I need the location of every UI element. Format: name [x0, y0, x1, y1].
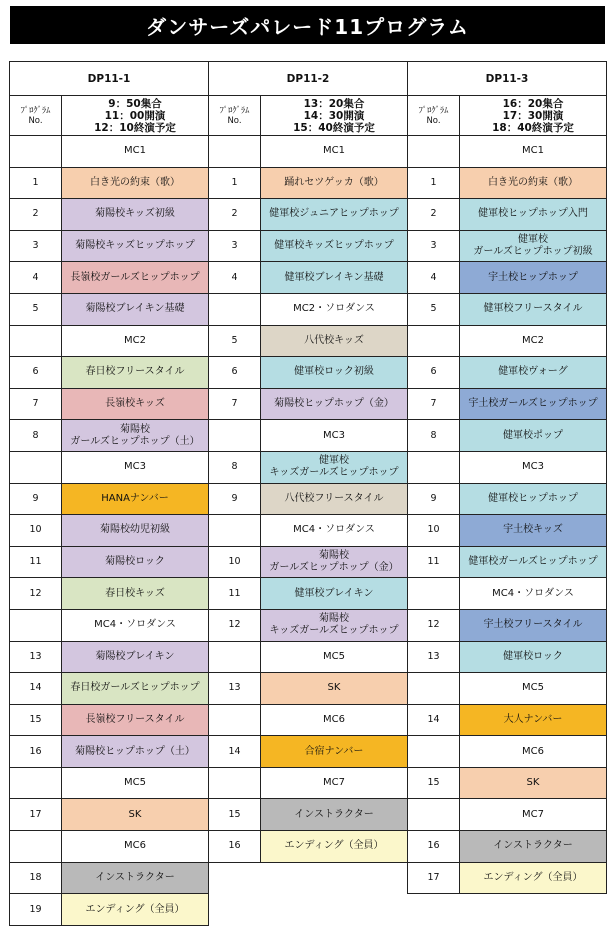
program-number: 1 — [10, 167, 62, 199]
program-column-dp11-3 — [407, 61, 607, 894]
program-no-label: ﾌﾟﾛｸﾞﾗﾑ No. — [408, 96, 460, 136]
session-times: 16：20集合 17：30開演 18：40終演予定 — [460, 96, 607, 136]
program-number: 12 — [10, 578, 62, 610]
program-number: 8 — [10, 420, 62, 452]
program-item: 長嶺校ガールズヒップホップ — [62, 262, 209, 294]
program-item: 健軍校 ガールズヒップホップ初級 — [460, 230, 607, 262]
program-item: MC1 — [62, 136, 209, 168]
program-item: MC2 — [460, 325, 607, 357]
program-number: 3 — [408, 230, 460, 262]
program-item: 宇土校フリースタイル — [460, 609, 607, 641]
program-row — [408, 230, 607, 262]
program-number: 4 — [10, 262, 62, 294]
program-row — [408, 388, 607, 420]
program-number: 12 — [209, 609, 261, 641]
program-row — [10, 767, 209, 799]
program-row — [408, 704, 607, 736]
program-number: 13 — [10, 641, 62, 673]
program-item: 菊陽校幼児初級 — [62, 515, 209, 547]
program-item: MC3 — [261, 420, 408, 452]
program-number: 3 — [10, 230, 62, 262]
program-row — [408, 357, 607, 389]
program-row — [10, 704, 209, 736]
program-number: 2 — [209, 199, 261, 231]
program-row — [408, 736, 607, 768]
program-item: 健軍校ガールズヒップホップ — [460, 546, 607, 578]
program-row — [209, 799, 408, 831]
program-item: インストラクター — [261, 799, 408, 831]
program-item: 健軍校ポップ — [460, 420, 607, 452]
program-row — [10, 673, 209, 705]
program-number: 7 — [209, 388, 261, 420]
program-item: 白き光の約束（歌） — [460, 167, 607, 199]
program-item: 菊陽校ブレイキン基礎 — [62, 293, 209, 325]
program-number: 11 — [10, 546, 62, 578]
program-number: 16 — [209, 831, 261, 863]
program-row — [209, 199, 408, 231]
program-item: SK — [460, 767, 607, 799]
program-item: MC3 — [62, 451, 209, 483]
program-number — [10, 609, 62, 641]
page-title: ダンサーズパレード11プログラム — [10, 6, 605, 44]
program-number — [408, 673, 460, 705]
program-item: 健軍校キッズヒップホップ — [261, 230, 408, 262]
program-item: 菊陽校キッズ初級 — [62, 199, 209, 231]
program-number: 15 — [10, 704, 62, 736]
program-row — [408, 641, 607, 673]
program-row — [209, 578, 408, 610]
program-number — [408, 325, 460, 357]
program-row — [209, 357, 408, 389]
program-row — [209, 704, 408, 736]
program-number — [408, 136, 460, 168]
program-item: 宇土校ガールズヒップホップ — [460, 388, 607, 420]
column-header: DP11-2 — [209, 62, 408, 96]
program-item: 宇土校ヒップホップ — [460, 262, 607, 294]
program-row — [10, 546, 209, 578]
program-number: 10 — [209, 546, 261, 578]
program-item: 合宿ナンバー — [261, 736, 408, 768]
program-item: 八代校フリースタイル — [261, 483, 408, 515]
program-item: 健軍校 キッズガールズヒップホップ — [261, 451, 408, 483]
program-row — [209, 483, 408, 515]
program-row — [209, 230, 408, 262]
program-row — [10, 799, 209, 831]
program-number: 15 — [209, 799, 261, 831]
program-row — [209, 136, 408, 168]
program-number: 16 — [408, 831, 460, 863]
program-column-dp11-1 — [9, 61, 209, 926]
program-number: 14 — [10, 673, 62, 705]
program-number: 2 — [10, 199, 62, 231]
program-row — [408, 325, 607, 357]
program-number: 5 — [408, 293, 460, 325]
program-row — [10, 451, 209, 483]
program-item: MC7 — [460, 799, 607, 831]
program-number — [408, 799, 460, 831]
program-number — [209, 767, 261, 799]
program-number — [10, 767, 62, 799]
program-row — [408, 483, 607, 515]
program-row — [209, 420, 408, 452]
program-number — [408, 451, 460, 483]
program-item: MC6 — [62, 831, 209, 863]
program-row — [10, 894, 209, 926]
program-row — [408, 767, 607, 799]
program-row — [209, 388, 408, 420]
program-number: 7 — [408, 388, 460, 420]
program-row — [10, 831, 209, 863]
program-row — [10, 136, 209, 168]
program-number: 14 — [209, 736, 261, 768]
program-number: 1 — [408, 167, 460, 199]
program-row — [209, 767, 408, 799]
program-row — [408, 515, 607, 547]
program-number: 17 — [10, 799, 62, 831]
program-row — [408, 862, 607, 894]
program-row — [408, 262, 607, 294]
program-item: 菊陽校 ガールズヒップホップ（土） — [62, 420, 209, 452]
program-row — [209, 451, 408, 483]
program-row — [209, 515, 408, 547]
program-number: 8 — [209, 451, 261, 483]
program-item: 春日校フリースタイル — [62, 357, 209, 389]
program-item: 菊陽校 ガールズヒップホップ（金） — [261, 546, 408, 578]
program-item: MC6 — [261, 704, 408, 736]
program-number: 9 — [408, 483, 460, 515]
program-number: 16 — [10, 736, 62, 768]
program-item: インストラクター — [62, 862, 209, 894]
program-number: 4 — [408, 262, 460, 294]
program-row — [10, 357, 209, 389]
program-number: 6 — [209, 357, 261, 389]
program-item: 八代校キッズ — [261, 325, 408, 357]
program-number: 5 — [10, 293, 62, 325]
program-number — [209, 515, 261, 547]
program-row — [10, 230, 209, 262]
program-item: SK — [261, 673, 408, 705]
program-item: 健軍校フリースタイル — [460, 293, 607, 325]
program-row — [10, 862, 209, 894]
program-row — [408, 831, 607, 863]
program-item: 健軍校ロック初級 — [261, 357, 408, 389]
program-row — [209, 325, 408, 357]
program-row — [408, 136, 607, 168]
program-number: 17 — [408, 862, 460, 894]
program-item: MC2 — [62, 325, 209, 357]
program-item: 健軍校ブレイキン基礎 — [261, 262, 408, 294]
program-number: 4 — [209, 262, 261, 294]
program-number: 3 — [209, 230, 261, 262]
program-row — [408, 293, 607, 325]
program-item: MC5 — [62, 767, 209, 799]
program-item: 長嶺校フリースタイル — [62, 704, 209, 736]
program-item: 健軍校ヴォーグ — [460, 357, 607, 389]
program-item: エンディング（全員） — [261, 831, 408, 863]
program-item: MC4・ソロダンス — [460, 578, 607, 610]
program-item: 踊れセツゲッカ（歌） — [261, 167, 408, 199]
program-row — [408, 578, 607, 610]
program-row — [209, 641, 408, 673]
program-number: 2 — [408, 199, 460, 231]
program-row — [408, 451, 607, 483]
program-number: 6 — [10, 357, 62, 389]
program-row — [10, 199, 209, 231]
program-row — [10, 515, 209, 547]
program-number: 13 — [209, 673, 261, 705]
program-row — [408, 609, 607, 641]
program-number: 1 — [209, 167, 261, 199]
program-number — [209, 641, 261, 673]
program-item: インストラクター — [460, 831, 607, 863]
program-no-label: ﾌﾟﾛｸﾞﾗﾑ No. — [209, 96, 261, 136]
program-number: 13 — [408, 641, 460, 673]
program-row — [10, 641, 209, 673]
program-row — [10, 483, 209, 515]
program-item: MC3 — [460, 451, 607, 483]
program-row — [209, 293, 408, 325]
program-number — [408, 578, 460, 610]
program-row — [10, 388, 209, 420]
program-number — [408, 736, 460, 768]
program-item: MC4・ソロダンス — [261, 515, 408, 547]
program-row — [408, 167, 607, 199]
program-row — [209, 673, 408, 705]
program-row — [209, 262, 408, 294]
program-row — [10, 293, 209, 325]
program-item: MC2・ソロダンス — [261, 293, 408, 325]
program-row — [10, 736, 209, 768]
program-row — [10, 420, 209, 452]
program-number: 12 — [408, 609, 460, 641]
program-row — [10, 167, 209, 199]
program-item: 菊陽校キッズヒップホップ — [62, 230, 209, 262]
program-item: MC5 — [460, 673, 607, 705]
program-item: MC1 — [460, 136, 607, 168]
program-number: 11 — [408, 546, 460, 578]
column-header: DP11-1 — [10, 62, 209, 96]
program-number — [209, 136, 261, 168]
program-item: HANAナンバー — [62, 483, 209, 515]
program-item: SK — [62, 799, 209, 831]
program-number — [10, 325, 62, 357]
program-number: 8 — [408, 420, 460, 452]
program-row — [10, 609, 209, 641]
program-item: 健軍校ジュニアヒップホップ — [261, 199, 408, 231]
program-row — [209, 736, 408, 768]
program-number: 15 — [408, 767, 460, 799]
program-number — [10, 451, 62, 483]
program-row — [408, 199, 607, 231]
program-number: 9 — [10, 483, 62, 515]
program-item: MC4・ソロダンス — [62, 609, 209, 641]
session-times: 13：20集合 14：30開演 15：40終演予定 — [261, 96, 408, 136]
program-table — [9, 61, 209, 926]
column-header: DP11-3 — [408, 62, 607, 96]
program-row — [209, 546, 408, 578]
program-number — [10, 831, 62, 863]
session-times: 9：50集合 11：00開演 12：10終演予定 — [62, 96, 209, 136]
program-number — [10, 136, 62, 168]
program-item: 春日校ガールズヒップホップ — [62, 673, 209, 705]
program-number: 19 — [10, 894, 62, 926]
program-number — [209, 704, 261, 736]
program-item: 菊陽校ヒップホップ（土） — [62, 736, 209, 768]
program-item: 健軍校ヒップホップ入門 — [460, 199, 607, 231]
program-number: 14 — [408, 704, 460, 736]
program-row — [209, 831, 408, 863]
program-number: 9 — [209, 483, 261, 515]
program-item: 健軍校ブレイキン — [261, 578, 408, 610]
program-item: 健軍校ヒップホップ — [460, 483, 607, 515]
program-item: 菊陽校ブレイキン — [62, 641, 209, 673]
program-table — [208, 61, 408, 863]
program-row — [10, 578, 209, 610]
program-row — [10, 325, 209, 357]
program-number: 10 — [408, 515, 460, 547]
program-number: 7 — [10, 388, 62, 420]
program-item: 春日校キッズ — [62, 578, 209, 610]
program-item: 宇土校キッズ — [460, 515, 607, 547]
program-number: 18 — [10, 862, 62, 894]
program-row — [408, 420, 607, 452]
program-row — [10, 262, 209, 294]
program-item: 菊陽校 キッズガールズヒップホップ — [261, 609, 408, 641]
program-item: 大人ナンバー — [460, 704, 607, 736]
program-item: MC1 — [261, 136, 408, 168]
program-item: 菊陽校ヒップホップ（金） — [261, 388, 408, 420]
program-item: エンディング（全員） — [62, 894, 209, 926]
program-item: MC5 — [261, 641, 408, 673]
program-row — [209, 167, 408, 199]
program-row — [209, 609, 408, 641]
program-number — [209, 420, 261, 452]
program-item: 菊陽校ロック — [62, 546, 209, 578]
program-row — [408, 673, 607, 705]
program-number — [209, 293, 261, 325]
program-item: エンディング（全員） — [460, 862, 607, 894]
program-item: MC6 — [460, 736, 607, 768]
program-item: 健軍校ロック — [460, 641, 607, 673]
program-number: 11 — [209, 578, 261, 610]
program-number: 6 — [408, 357, 460, 389]
program-number: 10 — [10, 515, 62, 547]
program-row — [408, 799, 607, 831]
program-item: 白き光の約束（歌） — [62, 167, 209, 199]
program-column-dp11-2 — [208, 61, 408, 863]
program-table — [407, 61, 607, 894]
program-number: 5 — [209, 325, 261, 357]
program-row — [408, 546, 607, 578]
program-item: MC7 — [261, 767, 408, 799]
program-item: 長嶺校キッズ — [62, 388, 209, 420]
program-no-label: ﾌﾟﾛｸﾞﾗﾑ No. — [10, 96, 62, 136]
